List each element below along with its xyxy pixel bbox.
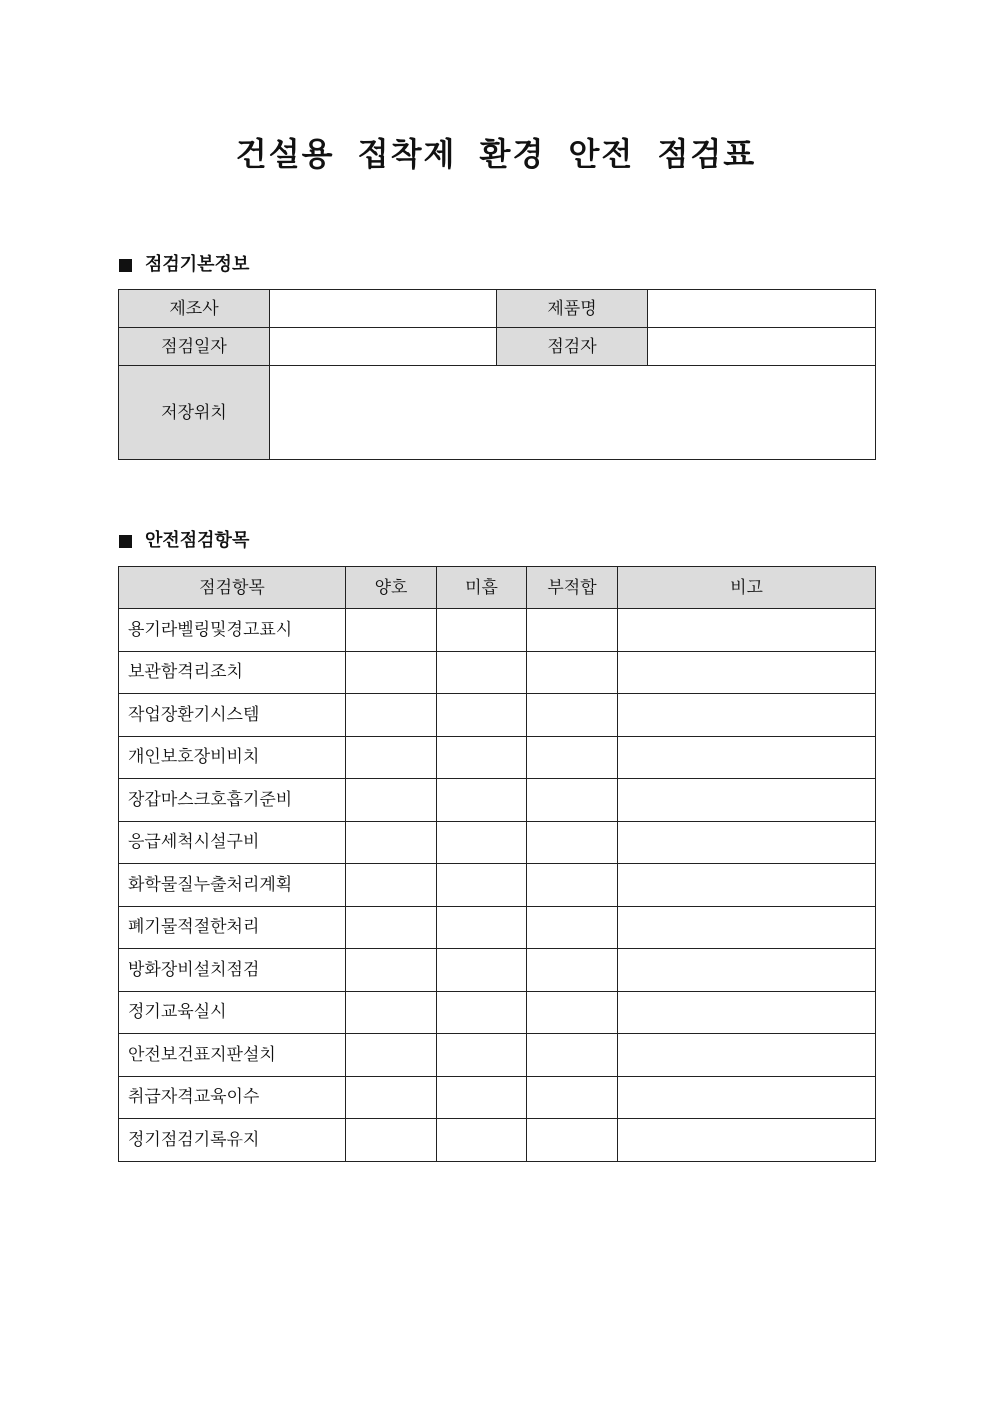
square-bullet-icon bbox=[119, 259, 132, 272]
remarks-cell[interactable] bbox=[618, 736, 876, 779]
column-header-remarks: 비고 bbox=[618, 567, 876, 609]
table-row bbox=[119, 1119, 876, 1162]
good-cell[interactable] bbox=[346, 779, 437, 822]
remarks-cell[interactable] bbox=[618, 1034, 876, 1077]
table-row bbox=[119, 736, 876, 779]
check-item-label: 보관함격리조치 bbox=[119, 651, 346, 694]
table-row bbox=[119, 949, 876, 992]
table-row bbox=[119, 821, 876, 864]
good-cell[interactable] bbox=[346, 1119, 437, 1162]
storage-location-label: 저장위치 bbox=[119, 366, 270, 460]
nonconforming-cell[interactable] bbox=[527, 779, 618, 822]
good-cell[interactable] bbox=[346, 864, 437, 907]
check-item-label: 안전보건표지판설치 bbox=[119, 1034, 346, 1077]
good-cell[interactable] bbox=[346, 821, 437, 864]
good-cell[interactable] bbox=[346, 1034, 437, 1077]
inspection-date-field[interactable] bbox=[270, 328, 497, 366]
insufficient-cell[interactable] bbox=[437, 821, 527, 864]
nonconforming-cell[interactable] bbox=[527, 651, 618, 694]
safety-check-table bbox=[118, 566, 876, 1162]
nonconforming-cell[interactable] bbox=[527, 1119, 618, 1162]
nonconforming-cell[interactable] bbox=[527, 991, 618, 1034]
manufacturer-label: 제조사 bbox=[119, 290, 270, 328]
table-row bbox=[119, 1076, 876, 1119]
table-row bbox=[119, 609, 876, 652]
table-row bbox=[119, 1034, 876, 1077]
storage-location-field[interactable] bbox=[270, 366, 876, 460]
inspection-date-label: 점검일자 bbox=[119, 328, 270, 366]
insufficient-cell[interactable] bbox=[437, 864, 527, 907]
check-item-label: 장갑마스크호흡기준비 bbox=[119, 779, 346, 822]
nonconforming-cell[interactable] bbox=[527, 949, 618, 992]
insufficient-cell[interactable] bbox=[437, 949, 527, 992]
remarks-cell[interactable] bbox=[618, 1119, 876, 1162]
table-row bbox=[119, 864, 876, 907]
insufficient-cell[interactable] bbox=[437, 609, 527, 652]
check-item-label: 방화장비설치점검 bbox=[119, 949, 346, 992]
good-cell[interactable] bbox=[346, 694, 437, 737]
safety-check-heading bbox=[119, 529, 249, 553]
table-row bbox=[119, 651, 876, 694]
check-item-label: 정기교육실시 bbox=[119, 991, 346, 1034]
good-cell[interactable] bbox=[346, 736, 437, 779]
square-bullet-icon bbox=[119, 535, 132, 548]
inspector-label: 점검자 bbox=[497, 328, 648, 366]
inspector-field[interactable] bbox=[648, 328, 876, 366]
insufficient-cell[interactable] bbox=[437, 736, 527, 779]
remarks-cell[interactable] bbox=[618, 609, 876, 652]
column-header-nonconforming: 부적합 bbox=[527, 567, 618, 609]
table-row bbox=[119, 906, 876, 949]
safety-check-heading-text: 안전점검항목 bbox=[145, 530, 250, 551]
nonconforming-cell[interactable] bbox=[527, 736, 618, 779]
insufficient-cell[interactable] bbox=[437, 694, 527, 737]
check-item-label: 화학물질누출처리계획 bbox=[119, 864, 346, 907]
remarks-cell[interactable] bbox=[618, 906, 876, 949]
nonconforming-cell[interactable] bbox=[527, 1034, 618, 1077]
column-header-insufficient: 미흡 bbox=[437, 567, 527, 609]
insufficient-cell[interactable] bbox=[437, 991, 527, 1034]
product-name-field[interactable] bbox=[648, 290, 876, 328]
good-cell[interactable] bbox=[346, 949, 437, 992]
insufficient-cell[interactable] bbox=[437, 1119, 527, 1162]
table-row bbox=[119, 779, 876, 822]
nonconforming-cell[interactable] bbox=[527, 694, 618, 737]
basic-info-heading-text: 점검기본정보 bbox=[145, 254, 250, 275]
insufficient-cell[interactable] bbox=[437, 906, 527, 949]
page-title: 건설용 접착제 환경 안전 점검표 bbox=[235, 135, 757, 173]
table-row bbox=[119, 991, 876, 1034]
good-cell[interactable] bbox=[346, 991, 437, 1034]
insufficient-cell[interactable] bbox=[437, 1076, 527, 1119]
remarks-cell[interactable] bbox=[618, 779, 876, 822]
check-item-label: 개인보호장비비치 bbox=[119, 736, 346, 779]
good-cell[interactable] bbox=[346, 906, 437, 949]
check-item-label: 폐기물적절한처리 bbox=[119, 906, 346, 949]
good-cell[interactable] bbox=[346, 651, 437, 694]
manufacturer-field[interactable] bbox=[270, 290, 497, 328]
remarks-cell[interactable] bbox=[618, 949, 876, 992]
nonconforming-cell[interactable] bbox=[527, 864, 618, 907]
product-name-label: 제품명 bbox=[497, 290, 648, 328]
check-item-label: 취급자격교육이수 bbox=[119, 1076, 346, 1119]
column-header-item: 점검항목 bbox=[119, 567, 346, 609]
nonconforming-cell[interactable] bbox=[527, 906, 618, 949]
check-item-label: 작업장환기시스템 bbox=[119, 694, 346, 737]
remarks-cell[interactable] bbox=[618, 651, 876, 694]
remarks-cell[interactable] bbox=[618, 694, 876, 737]
basic-info-table bbox=[118, 289, 876, 460]
good-cell[interactable] bbox=[346, 1076, 437, 1119]
remarks-cell[interactable] bbox=[618, 864, 876, 907]
column-header-good: 양호 bbox=[346, 567, 437, 609]
insufficient-cell[interactable] bbox=[437, 1034, 527, 1077]
remarks-cell[interactable] bbox=[618, 821, 876, 864]
basic-info-heading bbox=[119, 253, 249, 277]
insufficient-cell[interactable] bbox=[437, 779, 527, 822]
good-cell[interactable] bbox=[346, 609, 437, 652]
remarks-cell[interactable] bbox=[618, 1076, 876, 1119]
check-item-label: 정기점검기록유지 bbox=[119, 1119, 346, 1162]
remarks-cell[interactable] bbox=[618, 991, 876, 1034]
table-row bbox=[119, 694, 876, 737]
table-header-row bbox=[119, 567, 876, 609]
check-item-label: 용기라벨링및경고표시 bbox=[119, 609, 346, 652]
insufficient-cell[interactable] bbox=[437, 651, 527, 694]
nonconforming-cell[interactable] bbox=[527, 1076, 618, 1119]
check-item-label: 응급세척시설구비 bbox=[119, 821, 346, 864]
nonconforming-cell[interactable] bbox=[527, 821, 618, 864]
nonconforming-cell[interactable] bbox=[527, 609, 618, 652]
